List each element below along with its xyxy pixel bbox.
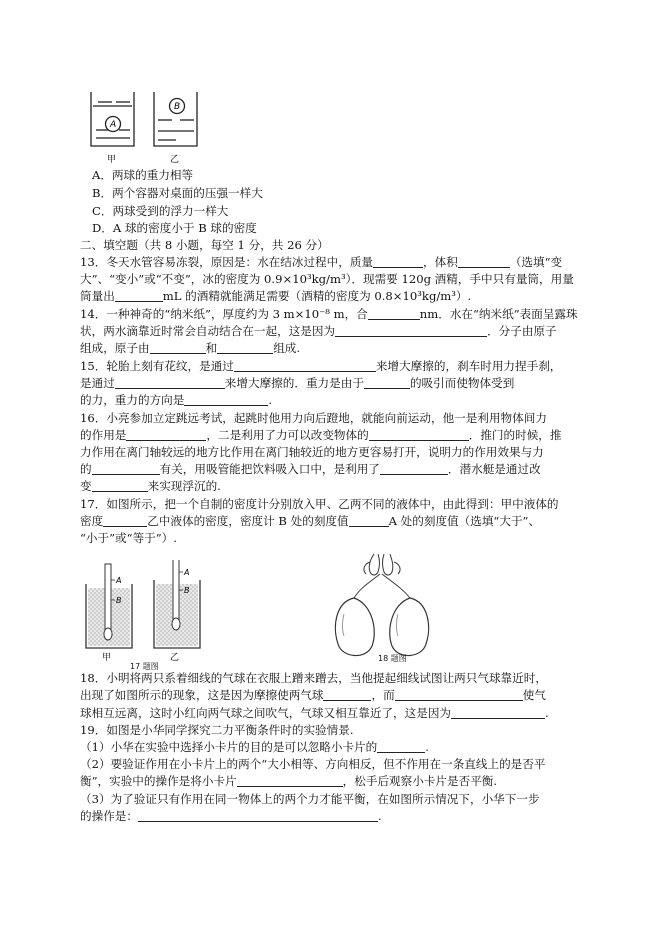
fig18-caption: 18 题图: [378, 654, 407, 663]
q14-line3: 组成，原子由 和 组成.: [80, 341, 301, 355]
svg-text:乙: 乙: [170, 653, 180, 663]
q14-line2: 状，两水滴靠近时常会自动结合在一起，这是因为 ．分子由原子: [80, 324, 557, 338]
option-c: C．两球受到的浮力一样大: [92, 204, 229, 218]
q19-line5: （3）为了验证只有作用在同一物体上的两个力才能平衡，在如图所示情况下，小华下一步: [80, 792, 540, 806]
svg-text:甲: 甲: [102, 653, 112, 663]
q16-line2: 的作用是 ，二是利用了力可以改变物体的 ．推门的时候，推: [80, 428, 562, 442]
section-title: 二、填空题（共 8 小题，每空 1 分，共 26 分）: [80, 238, 329, 252]
label-jia: 甲: [107, 155, 117, 165]
q15-line2: 是通过 来增大摩擦的．重力是由于 的吸引而使物体受到: [80, 376, 515, 390]
q16-line4: 的 有关，用吸管能把饮料吸入口中，是利用了 ．潜水艇是通过改: [80, 462, 541, 476]
q13-line3: 筒量出 mL 的酒精就能满足需要（酒精的密度为 0.8×10³kg/m³）.: [80, 289, 472, 303]
q18-line1: 18．小明将两只系着细线的气球在衣服上蹭来蹭去，当他提起细线试图让两只气球靠近时，: [80, 671, 547, 685]
q17-line3: “小于”或“等于”）.: [80, 531, 177, 545]
q18-line3: 球相互远离，这时小红向两气球之间吹气，气球又相互靠近了，这是因为 .: [80, 706, 549, 720]
density-meter-figure: [82, 560, 214, 666]
q16-line1: 16．小亮参加立定跳远考试，起跳时他用力向后蹬地，就能向前运动，他一是利用物体间力: [80, 411, 547, 425]
q19-line3: （2）要验证作用在小卡片上的两个“大小相等、方向相反，但不作用在一条直线上的是否平: [80, 757, 546, 771]
option-a: A．两球的重力相等: [92, 168, 194, 182]
option-b: B．两个容器对桌面的压强一样大: [92, 186, 263, 200]
q18-line2: 出现了如图所示的现象，这是因为摩擦使两气球 ，而 使气: [80, 688, 546, 702]
option-d: D．A 球的密度小于 B 球的密度: [92, 221, 257, 235]
q19-line2: （1）小华在实验中选择小卡片的目的是可以忽略小卡片的 .: [80, 740, 429, 754]
svg-text:B: B: [174, 102, 181, 112]
label-yi: 乙: [170, 155, 180, 165]
q16-line5: 变 来实现浮沉的.: [80, 479, 221, 493]
q13-line2: 大”、“变小”或“不变”，冰的密度为 0.9×10³kg/m³）．现需要 120g 酒精，手中只有量筒，用量: [80, 272, 574, 286]
q19-line6: 的操作是： .: [80, 809, 382, 823]
svg-text:B: B: [116, 596, 122, 605]
q15-line1: 15．轮胎上刻有花纹，是通过 来增大摩擦的，刹车时用力捏手刹，: [80, 359, 562, 373]
svg-text:A: A: [110, 120, 117, 130]
q14-line1: 14．一种神奇的“纳米纸”，厚度约为 3 m×10⁻⁸ m，合 nm．水在“纳米纸”表面呈露珠: [80, 307, 578, 321]
fig17-caption: 17 题图: [130, 662, 159, 671]
q16-line3: 力作用在离门轴较远的地方比作用在离门轴较近的地方更容易打开，说明力的作用效果与力: [80, 445, 544, 459]
q19-line1: 19．如图是小华同学探究二力平衡条件时的实验情景.: [80, 723, 354, 737]
q15-line3: 的力，重力的方向是 .: [80, 393, 273, 407]
beakers-figure: [86, 90, 204, 168]
q19-line4: 衡”，实验中的操作是将小卡片 ，松手后观察小卡片是否平衡.: [80, 774, 498, 788]
q13-line1: 13．冬天水管容易冻裂，原因是：水在结冰过程中，质量 ，体积 （选填“变: [80, 255, 563, 269]
svg-text:B: B: [184, 586, 190, 595]
svg-text:A: A: [184, 568, 190, 577]
q17-line1: 17．如图所示，把一个自制的密度计分别放入甲、乙两不同的液体中，由此得到：甲中液体的: [80, 497, 559, 511]
q17-line2: 密度 乙中液体的密度，密度计 B 处的刻度值 A 处的刻度值（选填“大于”、: [80, 514, 541, 528]
svg-text:A: A: [116, 576, 122, 585]
